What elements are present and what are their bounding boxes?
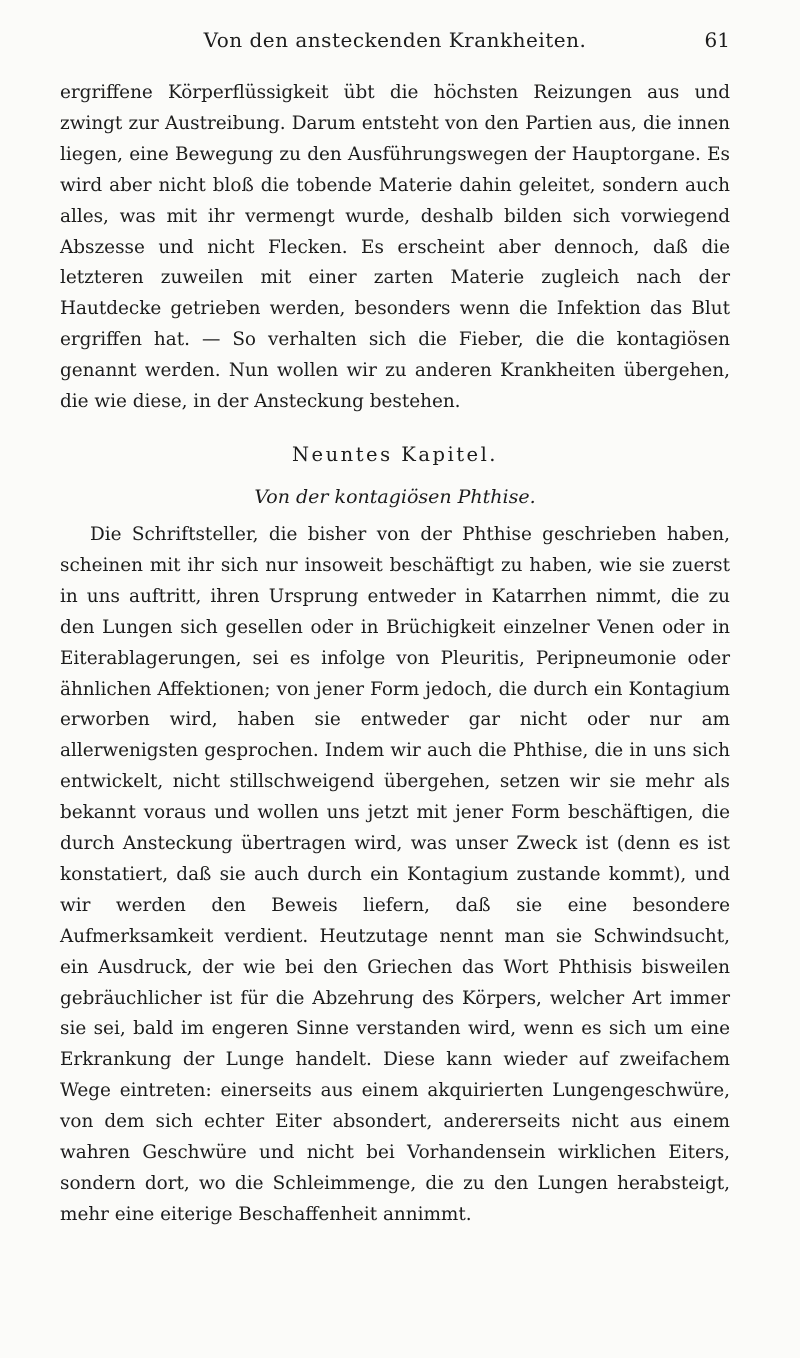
- chapter-heading: Neuntes Kapitel.: [291, 442, 499, 466]
- chapter-subtitle: Von der kontagiösen Phthise.: [254, 485, 536, 508]
- page-header: [60, 28, 730, 58]
- chapter-paragraph: Die Schriftsteller, die bisher von der Phthise geschrieben haben, scheinen mit ihr sich nur insoweit beschäftigt zu haben, wie sie zuerst in uns auftritt, ihren Ursprung entweder in Katarrhen nimmt, die zu den Lungen sich gesellen oder in Brüchigkeit einzelner Venen oder in Eiterablagerungen, sei es infolge von Pleuritis, Peripneumonie oder ähnlichen Affektionen; von jener Form jedoch, die durch ein Kontagium erworben wird, haben sie entweder gar nicht oder nur am allerwenigsten gesprochen. Indem wir auch die Phthise, die in uns sich entwickelt, nicht stillschweigend übergehen, setzen wir sie mehr als bekannt voraus und wollen uns jetzt mit jener Form beschäftigen, die durch Ansteckung übertragen wird, was unser Zweck ist (denn es ist konstatiert, daß sie auch durch ein Kontagium zustande kommt), und wir werden den Beweis liefern, daß sie eine besondere Aufmerksamkeit verdient. Heutzutage nennt man sie Schwindsucht, ein Ausdruck, der wie bei den Griechen das Wort Phthisis bisweilen gebräuchlicher ist für die Abzehrung des Körpers, welcher Art immer sie sei, bald im engeren Sinne verstanden wird, wenn es sich um eine Erkrankung der Lunge handelt. Diese kann wieder auf zweifachem Wege eintreten: einerseits aus einem akquirierten Lungengeschwüre, von dem sich echter Eiter absondert, andererseits nicht aus einem wahren Geschwüre und nicht bei Vorhandensein wirklichen Eiters, sondern dort, wo die Schleimmenge, die zu den Lungen herabsteigt, mehr eine eiterige Beschaffenheit annimmt.: [60, 523, 730, 1225]
- running-title: Von den ansteckenden Krankheiten.: [203, 28, 587, 52]
- page-number: 61: [704, 28, 730, 52]
- opening-paragraph: ergriffene Körperflüssigkeit übt die höchsten Reizungen aus und zwingt zur Austreibung. Darum entsteht von den Partien aus, die innen liegen, eine Bewegung zu den Ausführungswegen der Hauptorgane. Es wird aber nicht bloß die tobende Materie dahin geleitet, sondern auch alles, was mit ihr vermengt wurde, deshalb bilden sich vorwiegend Abszesse und nicht Flecken. Es erscheint aber dennoch, daß die letzteren zuweilen mit einer zarten Materie zugleich nach der Hautdecke getrieben werden, besonders wenn die Infektion das Blut ergriffen hat. — So verhalten sich die Fieber, die die kontagiösen genannt werden. Nun wollen wir zu anderen Krankheiten übergehen, die wie diese, in der Ansteckung bestehen.: [60, 82, 730, 413]
- page-body: [60, 78, 730, 1231]
